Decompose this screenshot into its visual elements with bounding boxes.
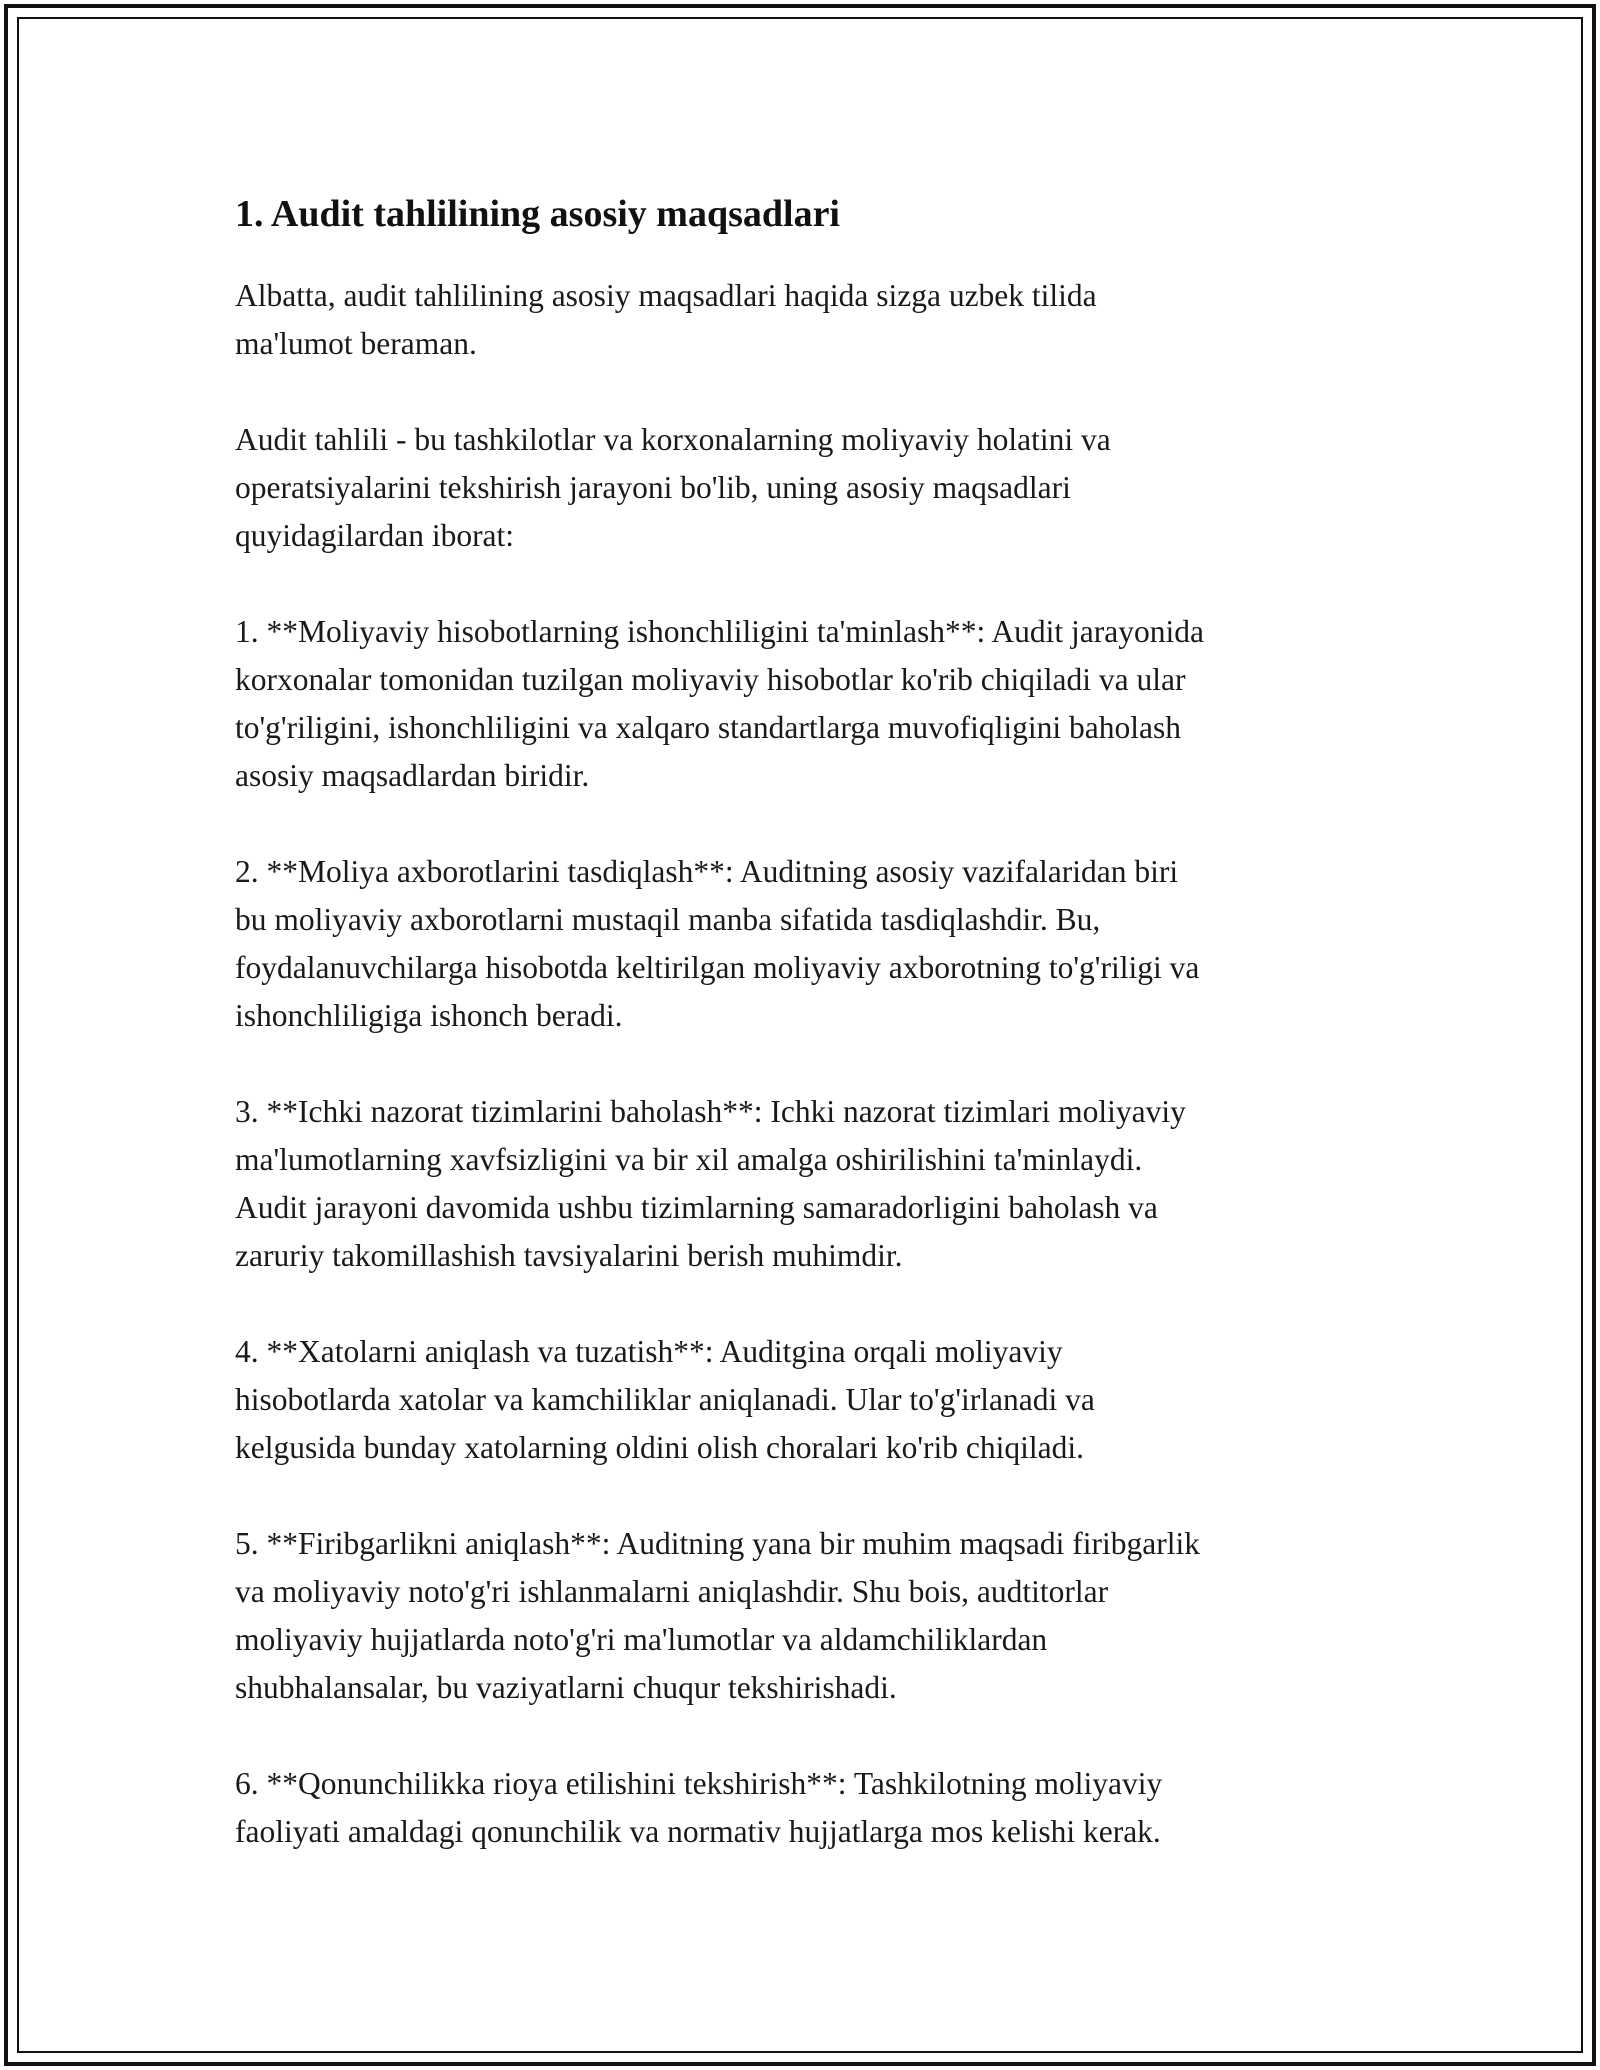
paragraph-item-1: 1. **Moliyaviy hisobotlarning ishonchliligini ta'minlash**: Audit jarayonida korxonalar tomonidan tuzilgan moliyaviy hisobotlar ko'rib chiqiladi va ular to'g'riligini, ishonchliligini va xalqaro standartlarga muvofiqligini baholash asosiy maqsadlardan biridir.	[235, 614, 1204, 793]
paragraph-item-4: 4. **Xatolarni aniqlash va tuzatish**: Auditgina orqali moliyaviy hisobotlarda xatolar va kamchiliklar aniqlanadi. Ular to'g'irlanadi va kelgusida bunday xatolarning oldini olish choralari ko'rib chiqiladi.	[235, 1334, 1095, 1465]
paragraph-item-2: 2. **Moliya axborotlarini tasdiqlash**: Auditning asosiy vazifalaridan biri bu moliyaviy axborotlarni mustaqil manba sifatida tasdiqlashdir. Bu, foydalanuvchilarga hisobotda keltirilgan moliyaviy axborotning to'g'riligi va ishonchliligiga ishonch beradi.	[235, 854, 1200, 1033]
document-body	[235, 190, 1375, 1904]
paragraph-item-3: 3. **Ichki nazorat tizimlarini baholash**: Ichki nazorat tizimlari moliyaviy ma'lumotlarning xavfsizligini va bir xil amalga oshirilishini ta'minlaydi. Audit jarayoni davomida ushbu tizimlarning samaradorligini baholash va zaruriy takomillashish tavsiyalarini berish muhimdir.	[235, 1094, 1186, 1273]
paragraph-item-6: 6. **Qonunchilikka rioya etilishini tekshirish**: Tashkilotning moliyaviy faoliyati amaldagi qonunchilik va normativ hujjatlarga mos kelishi kerak.	[235, 1766, 1163, 1849]
paragraph-item-5: 5. **Firibgarlikni aniqlash**: Auditning yana bir muhim maqsadi firibgarlik va moliyaviy noto'g'ri ishlanmalarni aniqlashdir. Shu bois, audtitorlar moliyaviy hujjatlarda noto'g'ri ma'lumotlar va aldamchiliklardan shubhalansalar, bu vaziyatlarni chuqur tekshirishadi.	[235, 1526, 1200, 1705]
paragraph-intro: Albatta, audit tahlilining asosiy maqsadlari haqida sizga uzbek tilida ma'lumot beraman.	[235, 278, 1097, 361]
paragraph-definition: Audit tahlili - bu tashkilotlar va korxonalarning moliyaviy holatini va operatsiyalarini tekshirish jarayoni bo'lib, uning asosiy maqsadlari quyidagilardan iborat:	[235, 422, 1111, 553]
document-heading: 1. Audit tahlilining asosiy maqsadlari	[235, 193, 840, 235]
